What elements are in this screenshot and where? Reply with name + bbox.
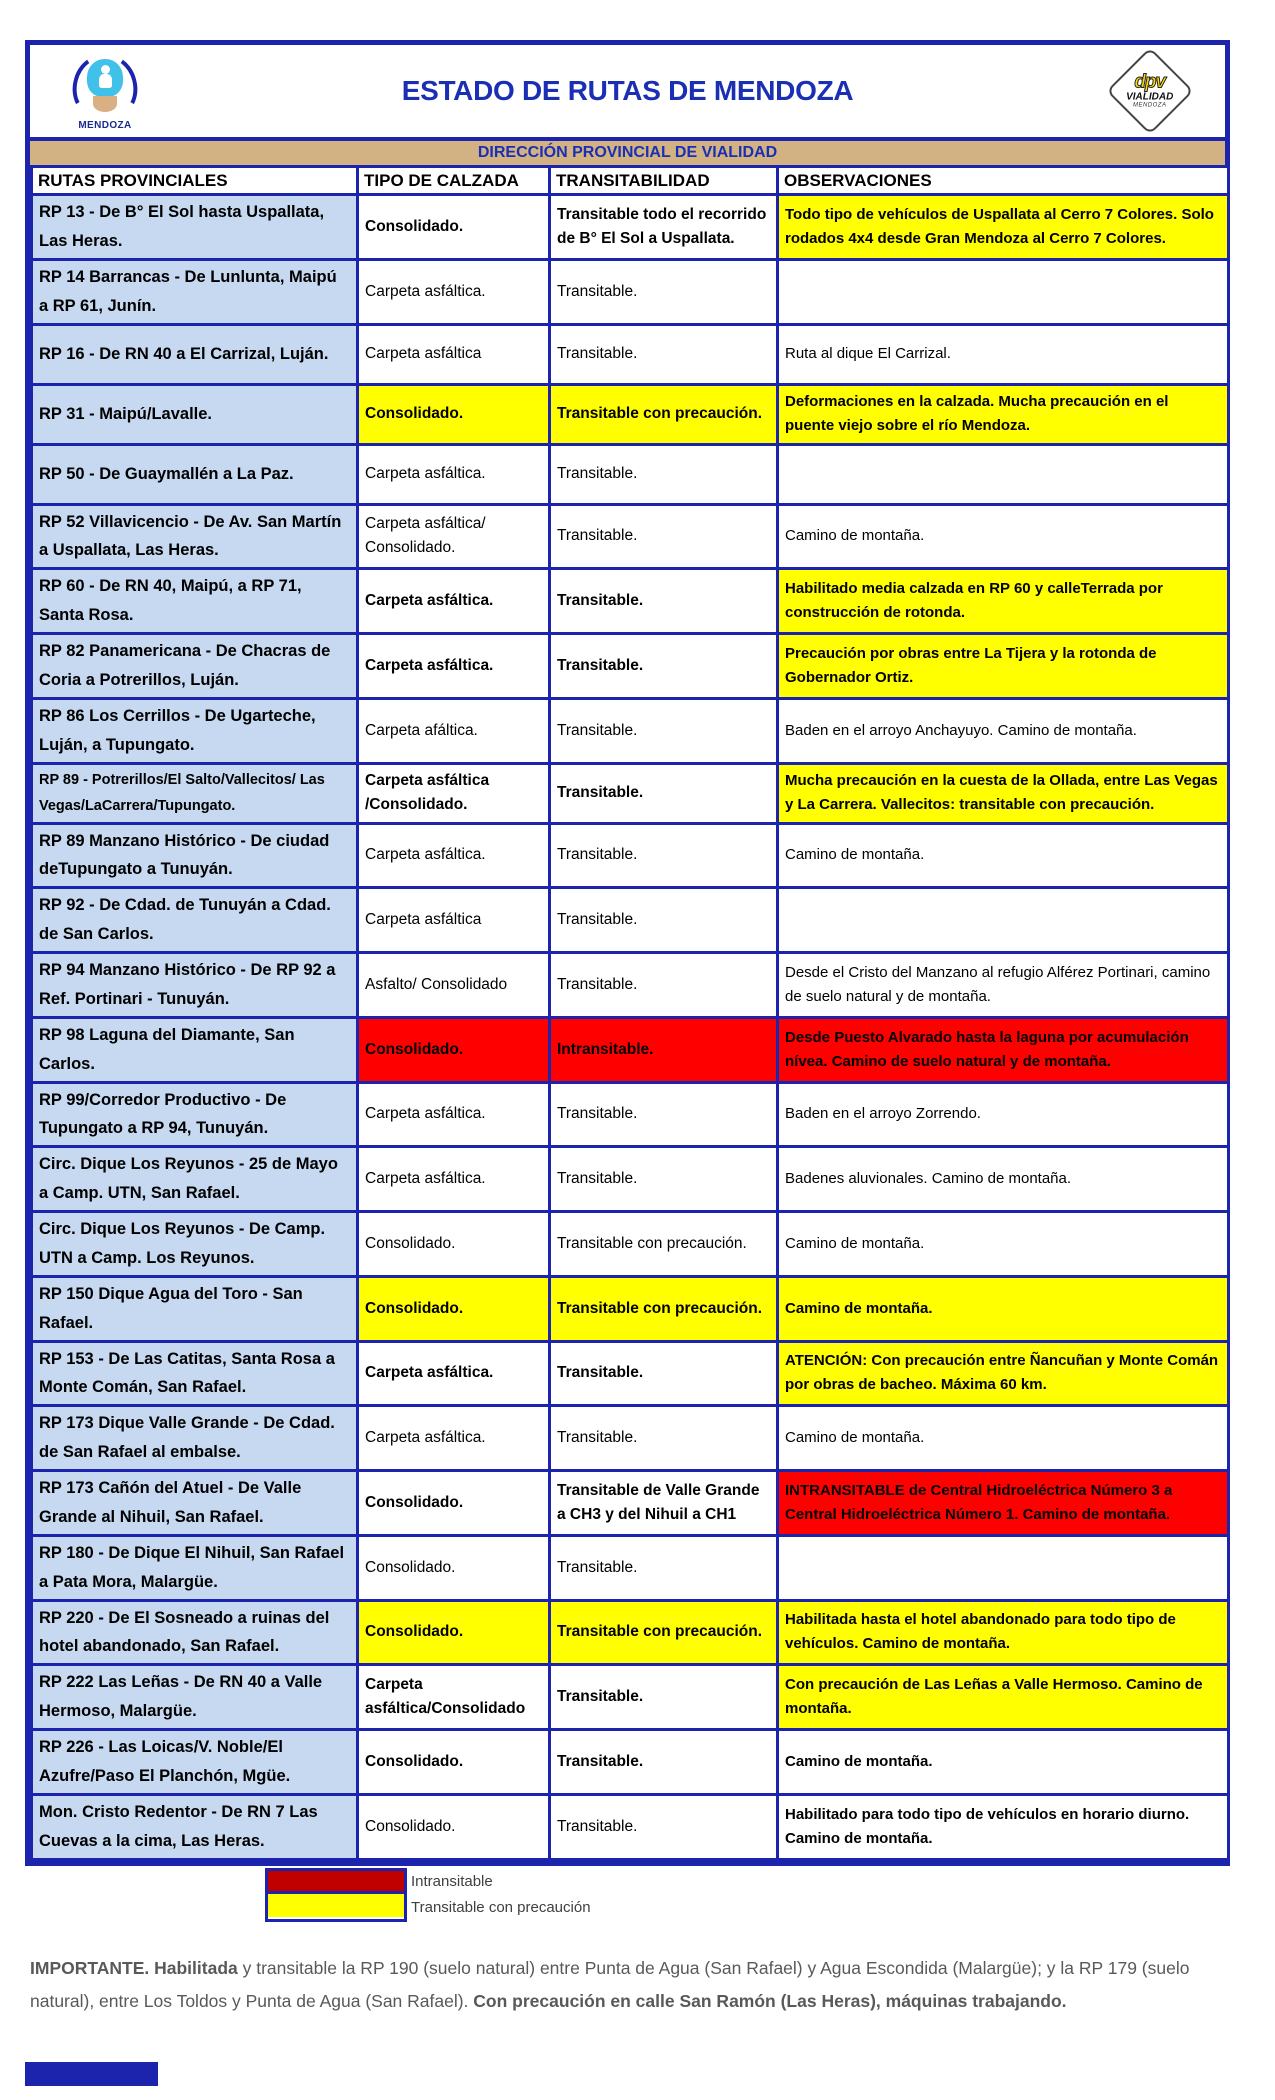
passability-cell: Transitable. [550, 634, 778, 699]
passability-cell: Transitable. [550, 259, 778, 324]
legend-label-intransitable: Intransitable [411, 1873, 493, 1890]
dpv-line2: MENDOZA [1133, 102, 1167, 109]
surface-type-cell: Consolidado. [358, 195, 550, 260]
observations-cell: Camino de montaña. [778, 504, 1229, 569]
route-name-cell: RP 89 - Potrerillos/El Salto/Vallecitos/ Las Vegas/LaCarrera/Tupungato. [32, 763, 358, 823]
mendoza-logo [30, 51, 180, 131]
route-row [32, 384, 1229, 444]
observations-cell: Baden en el arroyo Anchayuyo. Camino de montaña. [778, 698, 1229, 763]
observations-cell [778, 444, 1229, 504]
passability-cell: Transitable. [550, 1082, 778, 1147]
route-row [32, 1471, 1229, 1536]
important-note [30, 1952, 1245, 2019]
route-row [32, 324, 1229, 384]
observations-cell [778, 888, 1229, 953]
surface-type-cell: Carpeta asfáltica/Consolidado [358, 1665, 550, 1730]
passability-cell: Transitable. [550, 1406, 778, 1471]
table-header-row [32, 167, 1229, 195]
passability-cell: Transitable. [550, 1794, 778, 1859]
col-header-rutas: RUTAS PROVINCIALES [32, 167, 358, 195]
surface-type-cell: Carpeta asfáltica. [358, 1341, 550, 1406]
status-legend [265, 1868, 591, 1922]
route-name-cell: RP 86 Los Cerrillos - De Ugarteche, Luján, a Tupungato. [32, 698, 358, 763]
observations-cell: Desde Puesto Alvarado hasta la laguna por acumulación nívea. Camino de suelo natural y de montaña. [778, 1017, 1229, 1082]
route-name-cell: RP 150 Dique Agua del Toro - San Rafael. [32, 1276, 358, 1341]
observations-cell: ATENCIÓN: Con precaución entre Ñancuñan y Monte Comán por obras de bacheo. Máxima 60 km. [778, 1341, 1229, 1406]
observations-cell: INTRANSITABLE de Central Hidroeléctrica Número 3 a Central Hidroeléctrica Número 1. Camino de montaña. [778, 1471, 1229, 1536]
passability-cell: Transitable con precaución. [550, 1600, 778, 1665]
passability-cell: Transitable. [550, 888, 778, 953]
passability-cell: Transitable de Valle Grande a CH3 y del Nihuil a CH1 [550, 1471, 778, 1536]
surface-type-cell: Consolidado. [358, 1535, 550, 1600]
bottom-blue-bar [25, 2062, 158, 2086]
passability-cell: Transitable. [550, 1147, 778, 1212]
important-note-segment: Con precaución en calle San Ramón (Las Heras), máquinas trabajando. [473, 1991, 1067, 2012]
observations-cell: Deformaciones en la calzada. Mucha precaución en el puente viejo sobre el río Mendoza. [778, 384, 1229, 444]
route-row [32, 504, 1229, 569]
surface-type-cell: Carpeta asfáltica [358, 888, 550, 953]
surface-type-cell: Consolidado. [358, 384, 550, 444]
route-name-cell: RP 99/Corredor Productivo - De Tupungato a RP 94, Tunuyán. [32, 1082, 358, 1147]
route-row [32, 763, 1229, 823]
route-row [32, 444, 1229, 504]
direction-band: DIRECCIÓN PROVINCIAL DE VIALIDAD [30, 137, 1225, 165]
report-sheet [25, 40, 1230, 1866]
surface-type-cell: Carpeta afáltica. [358, 698, 550, 763]
surface-type-cell: Carpeta asfáltica. [358, 634, 550, 699]
route-row [32, 698, 1229, 763]
route-row [32, 1730, 1229, 1795]
passability-cell: Transitable. [550, 1665, 778, 1730]
observations-cell: Habilitado para todo tipo de vehículos en horario diurno. Camino de montaña. [778, 1794, 1229, 1859]
col-header-calzada: TIPO DE CALZADA [358, 167, 550, 195]
col-header-observaciones: OBSERVACIONES [778, 167, 1229, 195]
surface-type-cell: Carpeta asfáltica. [358, 569, 550, 634]
observations-cell: Habilitada hasta el hotel abandonado para todo tipo de vehículos. Camino de montaña. [778, 1600, 1229, 1665]
passability-cell: Transitable. [550, 698, 778, 763]
route-name-cell: RP 226 - Las Loicas/V. Noble/El Azufre/Paso El Planchón, Mgüe. [32, 1730, 358, 1795]
observations-cell: Camino de montaña. [778, 1406, 1229, 1471]
surface-type-cell: Consolidado. [358, 1017, 550, 1082]
route-row [32, 1017, 1229, 1082]
observations-cell [778, 1535, 1229, 1600]
passability-cell: Transitable. [550, 504, 778, 569]
route-row [32, 634, 1229, 699]
surface-type-cell: Consolidado. [358, 1794, 550, 1859]
route-row [32, 823, 1229, 888]
passability-cell: Transitable. [550, 953, 778, 1018]
passability-cell: Intransitable. [550, 1017, 778, 1082]
observations-cell: Con precaución de Las Leñas a Valle Hermoso. Camino de montaña. [778, 1665, 1229, 1730]
route-row [32, 1212, 1229, 1277]
passability-cell: Transitable con precaución. [550, 1276, 778, 1341]
important-note-segment: y transitable la RP 190 (suelo natural) entre Punta de Agua (San Rafael) y Agua Escondida (Malargüe); y la RP 179 (suelo natural), entre Los Toldos y Punta de Agua (San Rafael). [30, 1958, 1190, 2012]
route-row [32, 1665, 1229, 1730]
col-header-transitabilidad: TRANSITABILIDAD [550, 167, 778, 195]
passability-cell: Transitable. [550, 1535, 778, 1600]
route-name-cell: RP 173 Dique Valle Grande - De Cdad. de San Rafael al embalse. [32, 1406, 358, 1471]
mendoza-emblem-icon [73, 55, 137, 117]
routes-table [30, 165, 1230, 1861]
dpv-line1: VIALIDAD [1126, 91, 1174, 103]
observations-cell: Camino de montaña. [778, 1730, 1229, 1795]
report-header [30, 45, 1225, 137]
route-name-cell: RP 52 Villavicencio - De Av. San Martín a Uspallata, Las Heras. [32, 504, 358, 569]
passability-cell: Transitable. [550, 1341, 778, 1406]
passability-cell: Transitable con precaución. [550, 384, 778, 444]
legend-label-precaucion: Transitable con precaución [411, 1899, 591, 1916]
surface-type-cell: Carpeta asfáltica. [358, 259, 550, 324]
observations-cell: Precaución por obras entre La Tijera y la rotonda de Gobernador Ortiz. [778, 634, 1229, 699]
important-note-segment: IMPORTANTE. Habilitada [30, 1958, 238, 1978]
route-row [32, 1082, 1229, 1147]
route-row [32, 953, 1229, 1018]
precaucion-swatch [268, 1894, 404, 1917]
passability-cell: Transitable. [550, 444, 778, 504]
surface-type-cell: Consolidado. [358, 1212, 550, 1277]
route-name-cell: RP 50 - De Guaymallén a La Paz. [32, 444, 358, 504]
observations-cell: Camino de montaña. [778, 1212, 1229, 1277]
passability-cell: Transitable con precaución. [550, 1212, 778, 1277]
passability-cell: Transitable. [550, 324, 778, 384]
observations-cell: Mucha precaución en la cuesta de la Ollada, entre Las Vegas y La Carrera. Vallecitos: transitable con precaución. [778, 763, 1229, 823]
route-name-cell: RP 60 - De RN 40, Maipú, a RP 71, Santa Rosa. [32, 569, 358, 634]
observations-cell: Ruta al dique El Carrizal. [778, 324, 1229, 384]
route-row [32, 259, 1229, 324]
intransitable-swatch [268, 1871, 404, 1894]
observations-cell: Habilitado media calzada en RP 60 y calleTerrada por construcción de rotonda. [778, 569, 1229, 634]
legend-swatches [265, 1868, 407, 1922]
surface-type-cell: Consolidado. [358, 1730, 550, 1795]
surface-type-cell: Consolidado. [358, 1600, 550, 1665]
passability-cell: Transitable. [550, 569, 778, 634]
observations-cell: Desde el Cristo del Manzano al refugio Alférez Portinari, camino de suelo natural y de montaña. [778, 953, 1229, 1018]
route-name-cell: RP 220 - De El Sosneado a ruinas del hotel abandonado, San Rafael. [32, 1600, 358, 1665]
route-row [32, 195, 1229, 260]
route-name-cell: RP 31 - Maipú/Lavalle. [32, 384, 358, 444]
mendoza-logo-caption: MENDOZA [78, 120, 132, 131]
route-row [32, 1535, 1229, 1600]
page-title: ESTADO DE RUTAS DE MENDOZA [401, 75, 854, 106]
route-name-cell: Circ. Dique Los Reyunos - 25 de Mayo a Camp. UTN, San Rafael. [32, 1147, 358, 1212]
passability-cell: Transitable todo el recorrido de B° El Sol a Uspallata. [550, 195, 778, 260]
route-row [32, 1794, 1229, 1859]
route-name-cell: RP 222 Las Leñas - De RN 40 a Valle Hermoso, Malargüe. [32, 1665, 358, 1730]
passability-cell: Transitable. [550, 1730, 778, 1795]
surface-type-cell: Consolidado. [358, 1471, 550, 1536]
route-name-cell: RP 89 Manzano Histórico - De ciudad deTupungato a Tunuyán. [32, 823, 358, 888]
dpv-acronym: dpv [1134, 71, 1166, 93]
route-row [32, 569, 1229, 634]
surface-type-cell: Carpeta asfáltica. [358, 1406, 550, 1471]
vialidad-mendoza-logo-icon [1106, 47, 1194, 135]
observations-cell: Camino de montaña. [778, 823, 1229, 888]
route-name-cell: RP 92 - De Cdad. de Tunuyán a Cdad. de San Carlos. [32, 888, 358, 953]
surface-type-cell: Carpeta asfáltica. [358, 1082, 550, 1147]
route-name-cell: RP 98 Laguna del Diamante, San Carlos. [32, 1017, 358, 1082]
surface-type-cell: Carpeta asfáltica. [358, 444, 550, 504]
surface-type-cell: Consolidado. [358, 1276, 550, 1341]
observations-cell [778, 259, 1229, 324]
surface-type-cell: Asfalto/ Consolidado [358, 953, 550, 1018]
observations-cell: Camino de montaña. [778, 1276, 1229, 1341]
route-row [32, 1600, 1229, 1665]
route-row [32, 1406, 1229, 1471]
route-name-cell: RP 153 - De Las Catitas, Santa Rosa a Monte Comán, San Rafael. [32, 1341, 358, 1406]
route-row [32, 1276, 1229, 1341]
surface-type-cell: Carpeta asfáltica/ Consolidado. [358, 504, 550, 569]
passability-cell: Transitable. [550, 823, 778, 888]
observations-cell: Badenes aluvionales. Camino de montaña. [778, 1147, 1229, 1212]
route-name-cell: RP 82 Panamericana - De Chacras de Coria a Potrerillos, Luján. [32, 634, 358, 699]
route-name-cell: RP 173 Cañón del Atuel - De Valle Grande al Nihuil, San Rafael. [32, 1471, 358, 1536]
surface-type-cell: Carpeta asfáltica. [358, 1147, 550, 1212]
observations-cell: Baden en el arroyo Zorrendo. [778, 1082, 1229, 1147]
route-name-cell: Circ. Dique Los Reyunos - De Camp. UTN a Camp. Los Reyunos. [32, 1212, 358, 1277]
route-row [32, 1341, 1229, 1406]
surface-type-cell: Carpeta asfáltica. [358, 823, 550, 888]
route-name-cell: RP 94 Manzano Histórico - De RP 92 a Ref. Portinari - Tunuyán. [32, 953, 358, 1018]
route-name-cell: RP 16 - De RN 40 a El Carrizal, Luján. [32, 324, 358, 384]
route-name-cell: RP 14 Barrancas - De Lunlunta, Maipú a RP 61, Junín. [32, 259, 358, 324]
observations-cell: Todo tipo de vehículos de Uspallata al Cerro 7 Colores. Solo rodados 4x4 desde Gran Mendoza al Cerro 7 Colores. [778, 195, 1229, 260]
route-name-cell: RP 13 - De B° El Sol hasta Uspallata, Las Heras. [32, 195, 358, 260]
route-row [32, 888, 1229, 953]
surface-type-cell: Carpeta asfáltica /Consolidado. [358, 763, 550, 823]
routes-tbody [32, 195, 1229, 1860]
passability-cell: Transitable. [550, 763, 778, 823]
surface-type-cell: Carpeta asfáltica [358, 324, 550, 384]
route-row [32, 1147, 1229, 1212]
route-name-cell: RP 180 - De Dique El Nihuil, San Rafael a Pata Mora, Malargüe. [32, 1535, 358, 1600]
route-name-cell: Mon. Cristo Redentor - De RN 7 Las Cuevas a la cima, Las Heras. [32, 1794, 358, 1859]
